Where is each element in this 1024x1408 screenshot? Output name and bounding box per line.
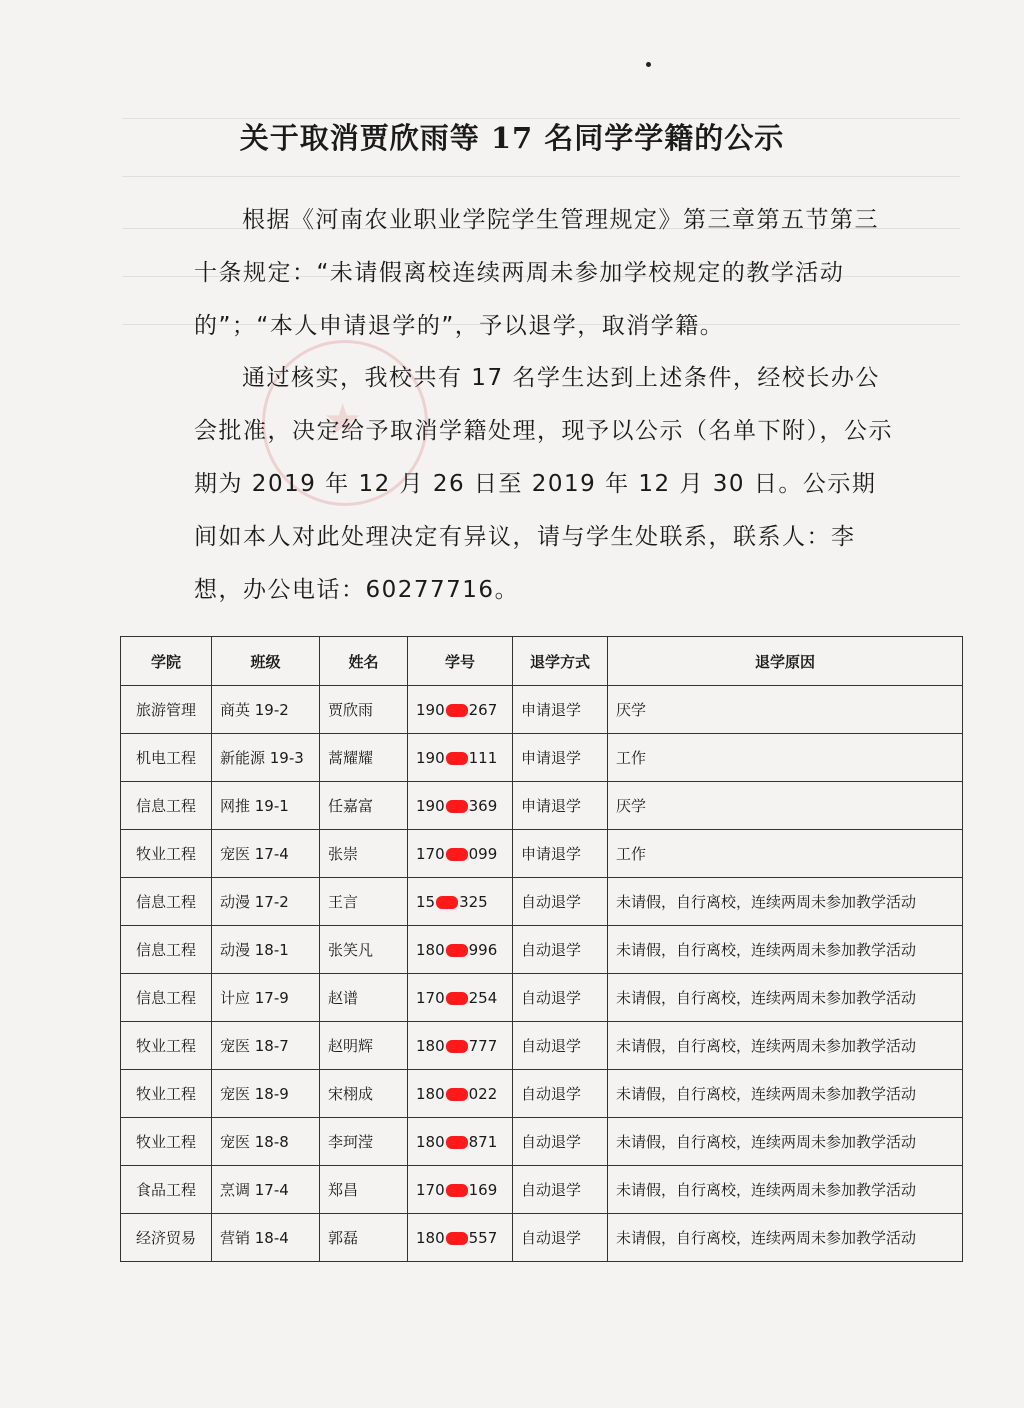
cell-withdrawal-method: 申请退学 bbox=[513, 830, 608, 878]
student-id-suffix: 022 bbox=[468, 1084, 498, 1103]
redaction-mark bbox=[436, 896, 458, 909]
student-id-prefix: 180 bbox=[416, 1084, 445, 1103]
student-id-suffix: 267 bbox=[468, 700, 498, 719]
header-name: 姓名 bbox=[320, 637, 408, 686]
cell-college: 牧业工程 bbox=[121, 1070, 212, 1118]
cell-withdrawal-reason: 未请假，自行离校，连续两周未参加教学活动 bbox=[608, 1214, 963, 1262]
cell-name: 赵明辉 bbox=[320, 1022, 408, 1070]
redaction-mark bbox=[446, 704, 468, 717]
cell-college: 信息工程 bbox=[121, 878, 212, 926]
cell-college: 经济贸易 bbox=[121, 1214, 212, 1262]
cell-withdrawal-reason: 未请假，自行离校，连续两周未参加教学活动 bbox=[608, 974, 963, 1022]
header-withdrawal-method: 退学方式 bbox=[513, 637, 608, 686]
cell-student-id bbox=[408, 830, 513, 878]
student-id-prefix: 170 bbox=[416, 844, 445, 863]
paragraph-regulation bbox=[194, 194, 894, 353]
cell-withdrawal-reason: 厌学 bbox=[608, 782, 963, 830]
cell-withdrawal-reason: 未请假，自行离校，连续两周未参加教学活动 bbox=[608, 926, 963, 974]
student-id-suffix: 169 bbox=[468, 1180, 498, 1199]
table-row bbox=[121, 878, 963, 926]
table-row bbox=[121, 974, 963, 1022]
cell-withdrawal-reason: 未请假，自行离校，连续两周未参加教学活动 bbox=[608, 1166, 963, 1214]
cell-college: 旅游管理 bbox=[121, 686, 212, 734]
table-row bbox=[121, 782, 963, 830]
cell-withdrawal-method: 自动退学 bbox=[513, 926, 608, 974]
student-id-prefix: 190 bbox=[416, 700, 445, 719]
student-id-suffix: 254 bbox=[468, 988, 498, 1007]
cell-name: 蒿耀耀 bbox=[320, 734, 408, 782]
cell-name: 王言 bbox=[320, 878, 408, 926]
table-row bbox=[121, 1118, 963, 1166]
cell-college: 机电工程 bbox=[121, 734, 212, 782]
cell-student-id bbox=[408, 1166, 513, 1214]
redaction-mark bbox=[446, 1088, 468, 1101]
cell-student-id bbox=[408, 926, 513, 974]
student-id-prefix: 180 bbox=[416, 940, 445, 959]
paragraph-text: 通过核实，我校共有 17 名学生达到上述条件，经校长办公会批准，决定给予取消学籍处理，现予以公示（名单下附），公示期为 2019 年 12 月 26 日至 2019 年 12 月 30 日。公示期间如本人对此处理决定有异议，请与学生处联系，联系人：李想，办公电话：60277716。 bbox=[194, 365, 893, 603]
student-id-suffix: 777 bbox=[468, 1036, 498, 1055]
table-header-row bbox=[121, 637, 963, 686]
cell-name: 张崇 bbox=[320, 830, 408, 878]
cell-name: 郭磊 bbox=[320, 1214, 408, 1262]
redaction-mark bbox=[446, 992, 468, 1005]
cell-student-id bbox=[408, 1022, 513, 1070]
redaction-mark bbox=[446, 752, 468, 765]
cell-class: 宠医 17-4 bbox=[212, 830, 320, 878]
redaction-mark bbox=[446, 944, 468, 957]
table-row bbox=[121, 734, 963, 782]
cell-withdrawal-reason: 未请假，自行离校，连续两周未参加教学活动 bbox=[608, 878, 963, 926]
cell-class: 宠医 18-7 bbox=[212, 1022, 320, 1070]
redaction-mark bbox=[446, 1136, 468, 1149]
table-row bbox=[121, 1166, 963, 1214]
cell-college: 信息工程 bbox=[121, 926, 212, 974]
table-row bbox=[121, 1022, 963, 1070]
redaction-mark bbox=[446, 1232, 468, 1245]
cell-college: 牧业工程 bbox=[121, 830, 212, 878]
table-row bbox=[121, 1214, 963, 1262]
cell-student-id bbox=[408, 1214, 513, 1262]
cell-withdrawal-reason: 未请假，自行离校，连续两周未参加教学活动 bbox=[608, 1022, 963, 1070]
cell-withdrawal-reason: 未请假，自行离校，连续两周未参加教学活动 bbox=[608, 1118, 963, 1166]
cell-college: 牧业工程 bbox=[121, 1022, 212, 1070]
cell-withdrawal-method: 自动退学 bbox=[513, 1022, 608, 1070]
header-student-id: 学号 bbox=[408, 637, 513, 686]
ink-speck bbox=[646, 62, 651, 67]
redaction-mark bbox=[446, 800, 468, 813]
student-id-suffix: 369 bbox=[468, 796, 498, 815]
cell-name: 李珂滢 bbox=[320, 1118, 408, 1166]
document-title: 关于取消贾欣雨等 17 名同学学籍的公示 bbox=[239, 121, 785, 155]
redaction-mark bbox=[446, 848, 468, 861]
cell-class: 新能源 19-3 bbox=[212, 734, 320, 782]
student-id-prefix: 180 bbox=[416, 1036, 445, 1055]
cell-name: 赵谱 bbox=[320, 974, 408, 1022]
cell-college: 食品工程 bbox=[121, 1166, 212, 1214]
cell-class: 动漫 18-1 bbox=[212, 926, 320, 974]
cell-student-id bbox=[408, 1118, 513, 1166]
cell-college: 信息工程 bbox=[121, 974, 212, 1022]
student-id-suffix: 871 bbox=[468, 1132, 498, 1151]
cell-class: 动漫 17-2 bbox=[212, 878, 320, 926]
table-body bbox=[121, 686, 963, 1262]
cell-class: 商英 19-2 bbox=[212, 686, 320, 734]
cell-name: 宋栩成 bbox=[320, 1070, 408, 1118]
cell-withdrawal-method: 自动退学 bbox=[513, 974, 608, 1022]
table-row bbox=[121, 1070, 963, 1118]
cell-withdrawal-method: 申请退学 bbox=[513, 734, 608, 782]
header-class: 班级 bbox=[212, 637, 320, 686]
cell-withdrawal-method: 自动退学 bbox=[513, 1166, 608, 1214]
student-id-suffix: 557 bbox=[468, 1228, 498, 1247]
student-list-table bbox=[120, 636, 963, 1262]
table-row bbox=[121, 926, 963, 974]
header-withdrawal-reason: 退学原因 bbox=[608, 637, 963, 686]
table-row bbox=[121, 686, 963, 734]
paragraph-announcement bbox=[194, 352, 894, 617]
redaction-mark bbox=[446, 1184, 468, 1197]
student-id-suffix: 996 bbox=[468, 940, 498, 959]
student-id-prefix: 190 bbox=[416, 796, 445, 815]
header-college: 学院 bbox=[121, 637, 212, 686]
cell-class: 宠医 18-8 bbox=[212, 1118, 320, 1166]
student-id-prefix: 170 bbox=[416, 988, 445, 1007]
cell-college: 牧业工程 bbox=[121, 1118, 212, 1166]
student-id-prefix: 180 bbox=[416, 1228, 445, 1247]
cell-class: 宠医 18-9 bbox=[212, 1070, 320, 1118]
cell-student-id bbox=[408, 782, 513, 830]
cell-withdrawal-reason: 工作 bbox=[608, 830, 963, 878]
student-id-prefix: 170 bbox=[416, 1180, 445, 1199]
table-row bbox=[121, 830, 963, 878]
cell-class: 计应 17-9 bbox=[212, 974, 320, 1022]
cell-class: 营销 18-4 bbox=[212, 1214, 320, 1262]
cell-class: 网推 19-1 bbox=[212, 782, 320, 830]
cell-college: 信息工程 bbox=[121, 782, 212, 830]
cell-student-id bbox=[408, 974, 513, 1022]
cell-name: 贾欣雨 bbox=[320, 686, 408, 734]
cell-withdrawal-method: 自动退学 bbox=[513, 1118, 608, 1166]
student-id-prefix: 15 bbox=[416, 892, 436, 911]
student-id-suffix: 325 bbox=[459, 892, 488, 911]
cell-withdrawal-method: 申请退学 bbox=[513, 782, 608, 830]
cell-student-id bbox=[408, 734, 513, 782]
student-id-prefix: 180 bbox=[416, 1132, 445, 1151]
cell-withdrawal-reason: 未请假，自行离校，连续两周未参加教学活动 bbox=[608, 1070, 963, 1118]
cell-withdrawal-method: 自动退学 bbox=[513, 1070, 608, 1118]
cell-name: 郑昌 bbox=[320, 1166, 408, 1214]
cell-student-id bbox=[408, 686, 513, 734]
cell-student-id bbox=[408, 1070, 513, 1118]
cell-name: 任嘉富 bbox=[320, 782, 408, 830]
student-id-prefix: 190 bbox=[416, 748, 445, 767]
cell-student-id bbox=[408, 878, 513, 926]
cell-withdrawal-method: 申请退学 bbox=[513, 686, 608, 734]
cell-withdrawal-method: 自动退学 bbox=[513, 1214, 608, 1262]
redaction-mark bbox=[446, 1040, 468, 1053]
student-id-suffix: 111 bbox=[468, 748, 498, 767]
cell-withdrawal-reason: 厌学 bbox=[608, 686, 963, 734]
cell-name: 张笑凡 bbox=[320, 926, 408, 974]
cell-class: 烹调 17-4 bbox=[212, 1166, 320, 1214]
cell-withdrawal-method: 自动退学 bbox=[513, 878, 608, 926]
student-id-suffix: 099 bbox=[468, 844, 498, 863]
paragraph-text: 根据《河南农业职业学院学生管理规定》第三章第五节第三十条规定：“未请假离校连续两周未参加学校规定的教学活动的”；“本人申请退学的”，予以退学，取消学籍。 bbox=[194, 207, 879, 339]
cell-withdrawal-reason: 工作 bbox=[608, 734, 963, 782]
